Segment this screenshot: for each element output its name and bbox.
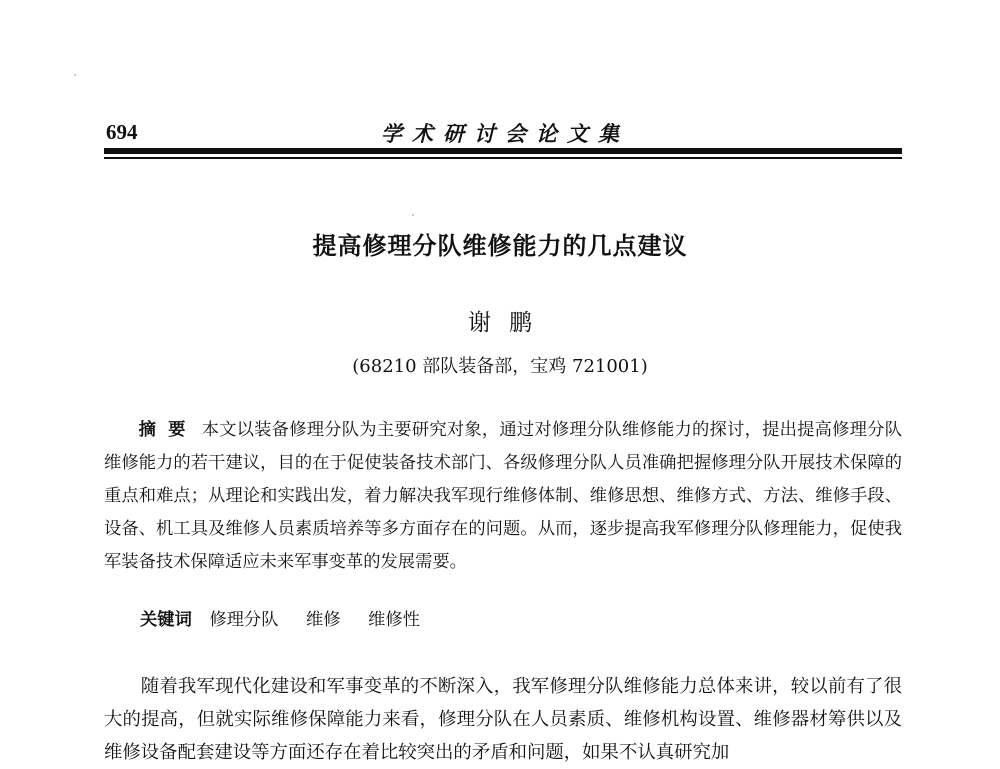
keyword-item: 维修 <box>306 610 341 630</box>
author-affiliation: (68210 部队装备部，宝鸡 721001) <box>352 356 648 377</box>
body-paragraph: 随着我军现代化建设和军事变革的不断深入，我军修理分队维修能力总体来讲，较以前有了很大的提高，但就实际维修保障能力来看，修理分队在人员素质、维修机构设置、维修器材筹供以及维修设备配套建设等方面还存在着比较突出的矛盾和问题，如果不认真研究加 <box>104 676 902 763</box>
article-title: 提高修理分队维修能力的几点建议 <box>312 232 688 260</box>
header-rule-thin <box>104 157 902 159</box>
running-title: 学术研讨会论文集 <box>381 121 629 146</box>
author-name: 谢鹏 <box>468 310 550 336</box>
keyword-item: 修理分队 <box>209 610 279 630</box>
abstract-label: 摘要 <box>138 420 198 440</box>
abstract <box>104 414 902 579</box>
keyword-item: 维修性 <box>368 610 420 630</box>
keywords <box>140 605 442 630</box>
abstract-text: 本文以装备修理分队为主要研究对象，通过对修理分队维修能力的探讨，提出提高修理分队维修能力的若干建议，目的在于促使装备技术部门、各级修理分队人员准确把握修理分队开展技术保障的重点和难点；从理论和实践出发，着力解决我军现行维修体制、维修思想、维修方式、方法、维修手段、设备、机工具及维修人员素质培养等多方面存在的问题。从而，逐步提高我军修理分队修理能力，促使我军装备技术保障适应未来军事变革的发展需要。 <box>104 420 902 572</box>
scan-speck <box>412 214 414 216</box>
keywords-label: 关键词 <box>140 610 192 630</box>
page-number: 694 <box>106 120 138 144</box>
header-rule-thick <box>104 148 902 154</box>
scan-speck <box>74 74 76 76</box>
